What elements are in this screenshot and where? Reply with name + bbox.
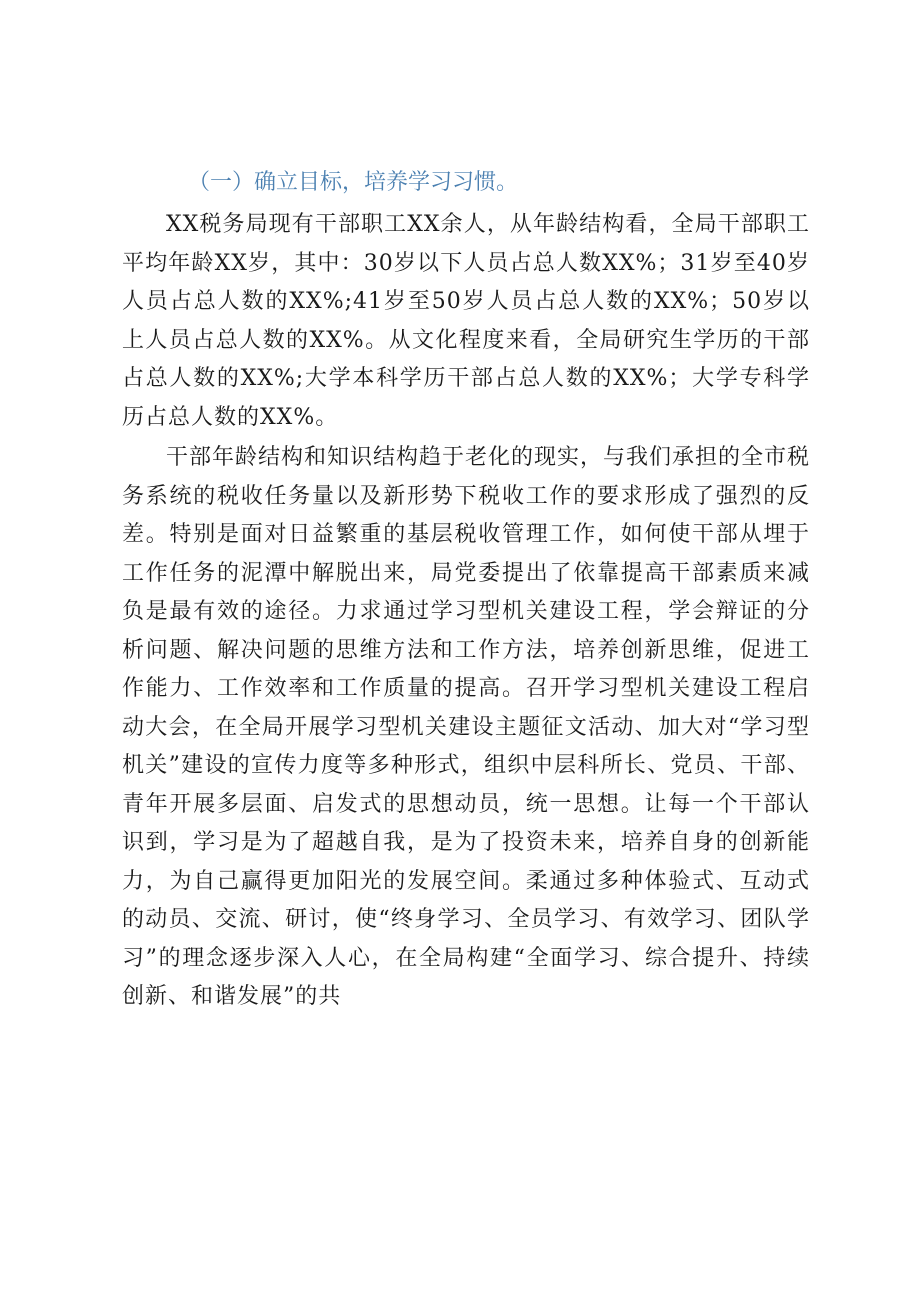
paragraph-learning-organization: 干部年龄结构和知识结构趋于老化的现实，与我们承担的全市税务系统的税收任务量以及新形势下税收工作的要求形成了强烈的反差。特别是面对日益繁重的基层税收管理工作，如何使干部从埋于工作任务的泥潭中解脱出来，局党委提出了依靠提高干部素质来减负是最有效的途径。力求通过学习型机关建设工程，学会辩证的分析问题、解决问题的思维方法和工作方法，培养创新思维，促进工作能力、工作效率和工作质量的提高。召开学习型机关建设工程启动大会，在全局开展学习型机关建设主题征文活动、加大对“学习型机关”建设的宣传力度等多种形式，组织中层科所长、党员、干部、青年开展多层面、启发式的思想动员，统一思想。让每一个干部认识到，学习是为了超越自我，是为了投资未来，培养自身的创新能力，为自己赢得更加阳光的发展空间。柔通过多种体验式、互动式的动员、交流、研讨，使“终身学习、全员学习、有效学习、团队学习”的理念逐步深入人心，在全局构建“全面学习、综合提升、持续创新、和谐发展”的共 — [122, 445, 811, 1009]
section-heading: （一）确立目标，培养学习习惯。 — [188, 170, 519, 195]
paragraph-staff-statistics: XX税务局现有干部职工XX余人，从年龄结构看，全局干部职工平均年龄XX岁，其中：30岁以下人员占总人数XX%；31岁至40岁人员占总人数的XX%;41岁至50岁人员占总人数的XX%；50岁以上人员占总人数的XX%。从文化程度来看，全局研究生学历的干部占总人数的XX%;大学本科学历干部占总人数的XX%；大学专科学历占总人数的XX%。 — [122, 212, 810, 430]
document-body — [122, 163, 810, 1017]
